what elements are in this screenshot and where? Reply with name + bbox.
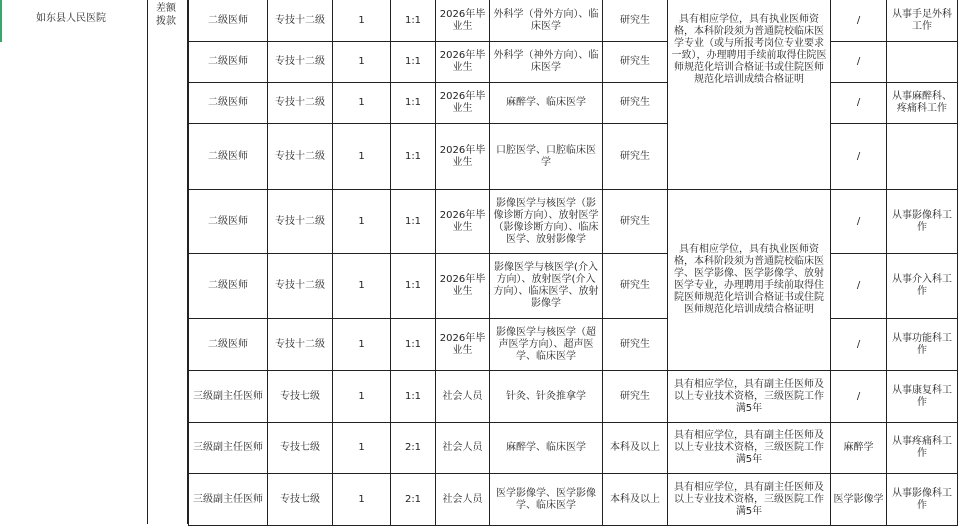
post-name: 二级医师 (189, 42, 268, 83)
hire-count: 1 (333, 190, 391, 254)
post-name: 二级医师 (189, 319, 268, 371)
hospital-name: 如东县人民医院 (36, 13, 106, 24)
post-name: 二级医师 (189, 0, 268, 42)
post-name: 二级医师 (189, 83, 268, 124)
post-level: 专技十二级 (268, 190, 333, 254)
remark: 从事介入科工作 (887, 254, 958, 319)
major: 医学影像学、医学影像学、临床医学 (490, 474, 603, 526)
exam-ratio: 2:1 (391, 474, 436, 526)
exam-ratio: 1:1 (391, 0, 436, 42)
post-level: 专技十二级 (268, 0, 333, 42)
other-conditions: / (831, 124, 887, 190)
table-row (189, 124, 958, 190)
post-level: 专技七级 (268, 423, 333, 474)
requirements: 具有相应学位，具有副主任医师及以上专业技术资格，三级医院工作满5年 (668, 474, 831, 526)
hire-count: 1 (333, 371, 391, 423)
selection-accent (0, 0, 2, 42)
post-level: 专技七级 (268, 474, 333, 526)
major: 口腔医学、口腔临床医学 (490, 124, 603, 190)
major: 麻醉学、临床医学 (490, 423, 603, 474)
table-row (189, 319, 958, 371)
major: 麻醉学、临床医学 (490, 83, 603, 124)
remark (887, 124, 958, 190)
major: 影像医学与核医学（影像诊断方向）、放射医学（影像诊断方向）、临床医学、放射影像学 (490, 190, 603, 254)
remark: 从事麻醉科、疼痛科工作 (887, 83, 958, 124)
hire-count: 1 (333, 83, 391, 124)
hire-count: 1 (333, 423, 391, 474)
table-row (189, 254, 958, 319)
major: 影像医学与核医学(介入方向）、放射医学(介入方向）、临床医学、放射影像学 (490, 254, 603, 319)
exam-ratio: 2:1 (391, 423, 436, 474)
recruitment-table (188, 0, 958, 526)
target-group: 社会人员 (436, 371, 490, 423)
hire-count: 1 (333, 254, 391, 319)
hire-count: 1 (333, 319, 391, 371)
education: 研究生 (603, 42, 668, 83)
requirements: 具有相应学位，具有副主任医师及以上专业技术资格，三级医院工作满5年 (668, 423, 831, 474)
table-row (189, 474, 958, 526)
major: 针灸、针灸推拿学 (490, 371, 603, 423)
table-row (189, 0, 958, 42)
remark: 从事影像科工作 (887, 190, 958, 254)
target-group: 2026年毕业生 (436, 42, 490, 83)
education: 研究生 (603, 319, 668, 371)
exam-ratio: 1:1 (391, 190, 436, 254)
target-group: 社会人员 (436, 423, 490, 474)
funding-category: 差额拨款 (156, 3, 176, 27)
post-name: 二级医师 (189, 254, 268, 319)
hire-count: 1 (333, 474, 391, 526)
other-conditions: / (831, 0, 887, 42)
target-group: 2026年毕业生 (436, 0, 490, 42)
post-level: 专技十二级 (268, 319, 333, 371)
table-row (189, 371, 958, 423)
requirements: 具有相应学位，具有执业医师资格，本科阶段须为普通院校临床医学专业（或与所报考岗位专业要求一致），办理聘用手续前取得住院医师规范化培训合格证书或住院医师规范化培训成绩合格证明 (668, 0, 831, 190)
target-group: 社会人员 (436, 474, 490, 526)
target-group: 2026年毕业生 (436, 190, 490, 254)
table-row (189, 423, 958, 474)
exam-ratio: 1:1 (391, 371, 436, 423)
category-column (148, 0, 187, 524)
target-group: 2026年毕业生 (436, 124, 490, 190)
exam-ratio: 1:1 (391, 42, 436, 83)
hospital-column (0, 0, 147, 524)
post-name: 三级副主任医师 (189, 423, 268, 474)
post-level: 专技十二级 (268, 83, 333, 124)
target-group: 2026年毕业生 (436, 83, 490, 124)
major: 外科学（神外方向）、临床医学 (490, 42, 603, 83)
post-name: 三级副主任医师 (189, 371, 268, 423)
education: 研究生 (603, 124, 668, 190)
other-conditions: / (831, 83, 887, 124)
education: 本科及以上 (603, 423, 668, 474)
education: 研究生 (603, 254, 668, 319)
other-conditions: 医学影像学 (831, 474, 887, 526)
exam-ratio: 1:1 (391, 124, 436, 190)
remark: 从事手足外科工作 (887, 0, 958, 42)
table-row (189, 83, 958, 124)
hire-count: 1 (333, 42, 391, 83)
major: 影像医学与核医学（超声医学方向）、超声医学、临床医学 (490, 319, 603, 371)
post-name: 三级副主任医师 (189, 474, 268, 526)
education: 本科及以上 (603, 474, 668, 526)
requirements: 具有相应学位，具有副主任医师及以上专业技术资格，三级医院工作满5年 (668, 371, 831, 423)
requirements: 具有相应学位，具有执业医师资格，本科阶段须为普通院校临床医学、医学影像、医学影像学、放射医学专业，办理聘用手续前取得住院医师规范化培训合格证书或住院医师规范化培训成绩合格证明 (668, 190, 831, 371)
hire-count: 1 (333, 0, 391, 42)
post-level: 专技十二级 (268, 42, 333, 83)
hire-count: 1 (333, 124, 391, 190)
target-group: 2026年毕业生 (436, 319, 490, 371)
remark (887, 42, 958, 83)
education: 研究生 (603, 83, 668, 124)
education: 研究生 (603, 371, 668, 423)
table-row (189, 42, 958, 83)
table-row (189, 190, 958, 254)
exam-ratio: 1:1 (391, 83, 436, 124)
remark: 从事疼痛科工作 (887, 423, 958, 474)
post-level: 专技十二级 (268, 254, 333, 319)
post-name: 二级医师 (189, 124, 268, 190)
post-level: 专技七级 (268, 371, 333, 423)
post-name: 二级医师 (189, 190, 268, 254)
exam-ratio: 1:1 (391, 254, 436, 319)
other-conditions: / (831, 190, 887, 254)
post-level: 专技十二级 (268, 124, 333, 190)
other-conditions: / (831, 254, 887, 319)
education: 研究生 (603, 0, 668, 42)
other-conditions: / (831, 42, 887, 83)
remark: 从事康复科工作 (887, 371, 958, 423)
remark: 从事功能科工作 (887, 319, 958, 371)
target-group: 2026年毕业生 (436, 254, 490, 319)
remark: 从事影像科工作 (887, 474, 958, 526)
exam-ratio: 1:1 (391, 319, 436, 371)
education: 研究生 (603, 190, 668, 254)
major: 外科学（骨外方向）、临床医学 (490, 0, 603, 42)
other-conditions: / (831, 319, 887, 371)
other-conditions: / (831, 371, 887, 423)
other-conditions: 麻醉学 (831, 423, 887, 474)
